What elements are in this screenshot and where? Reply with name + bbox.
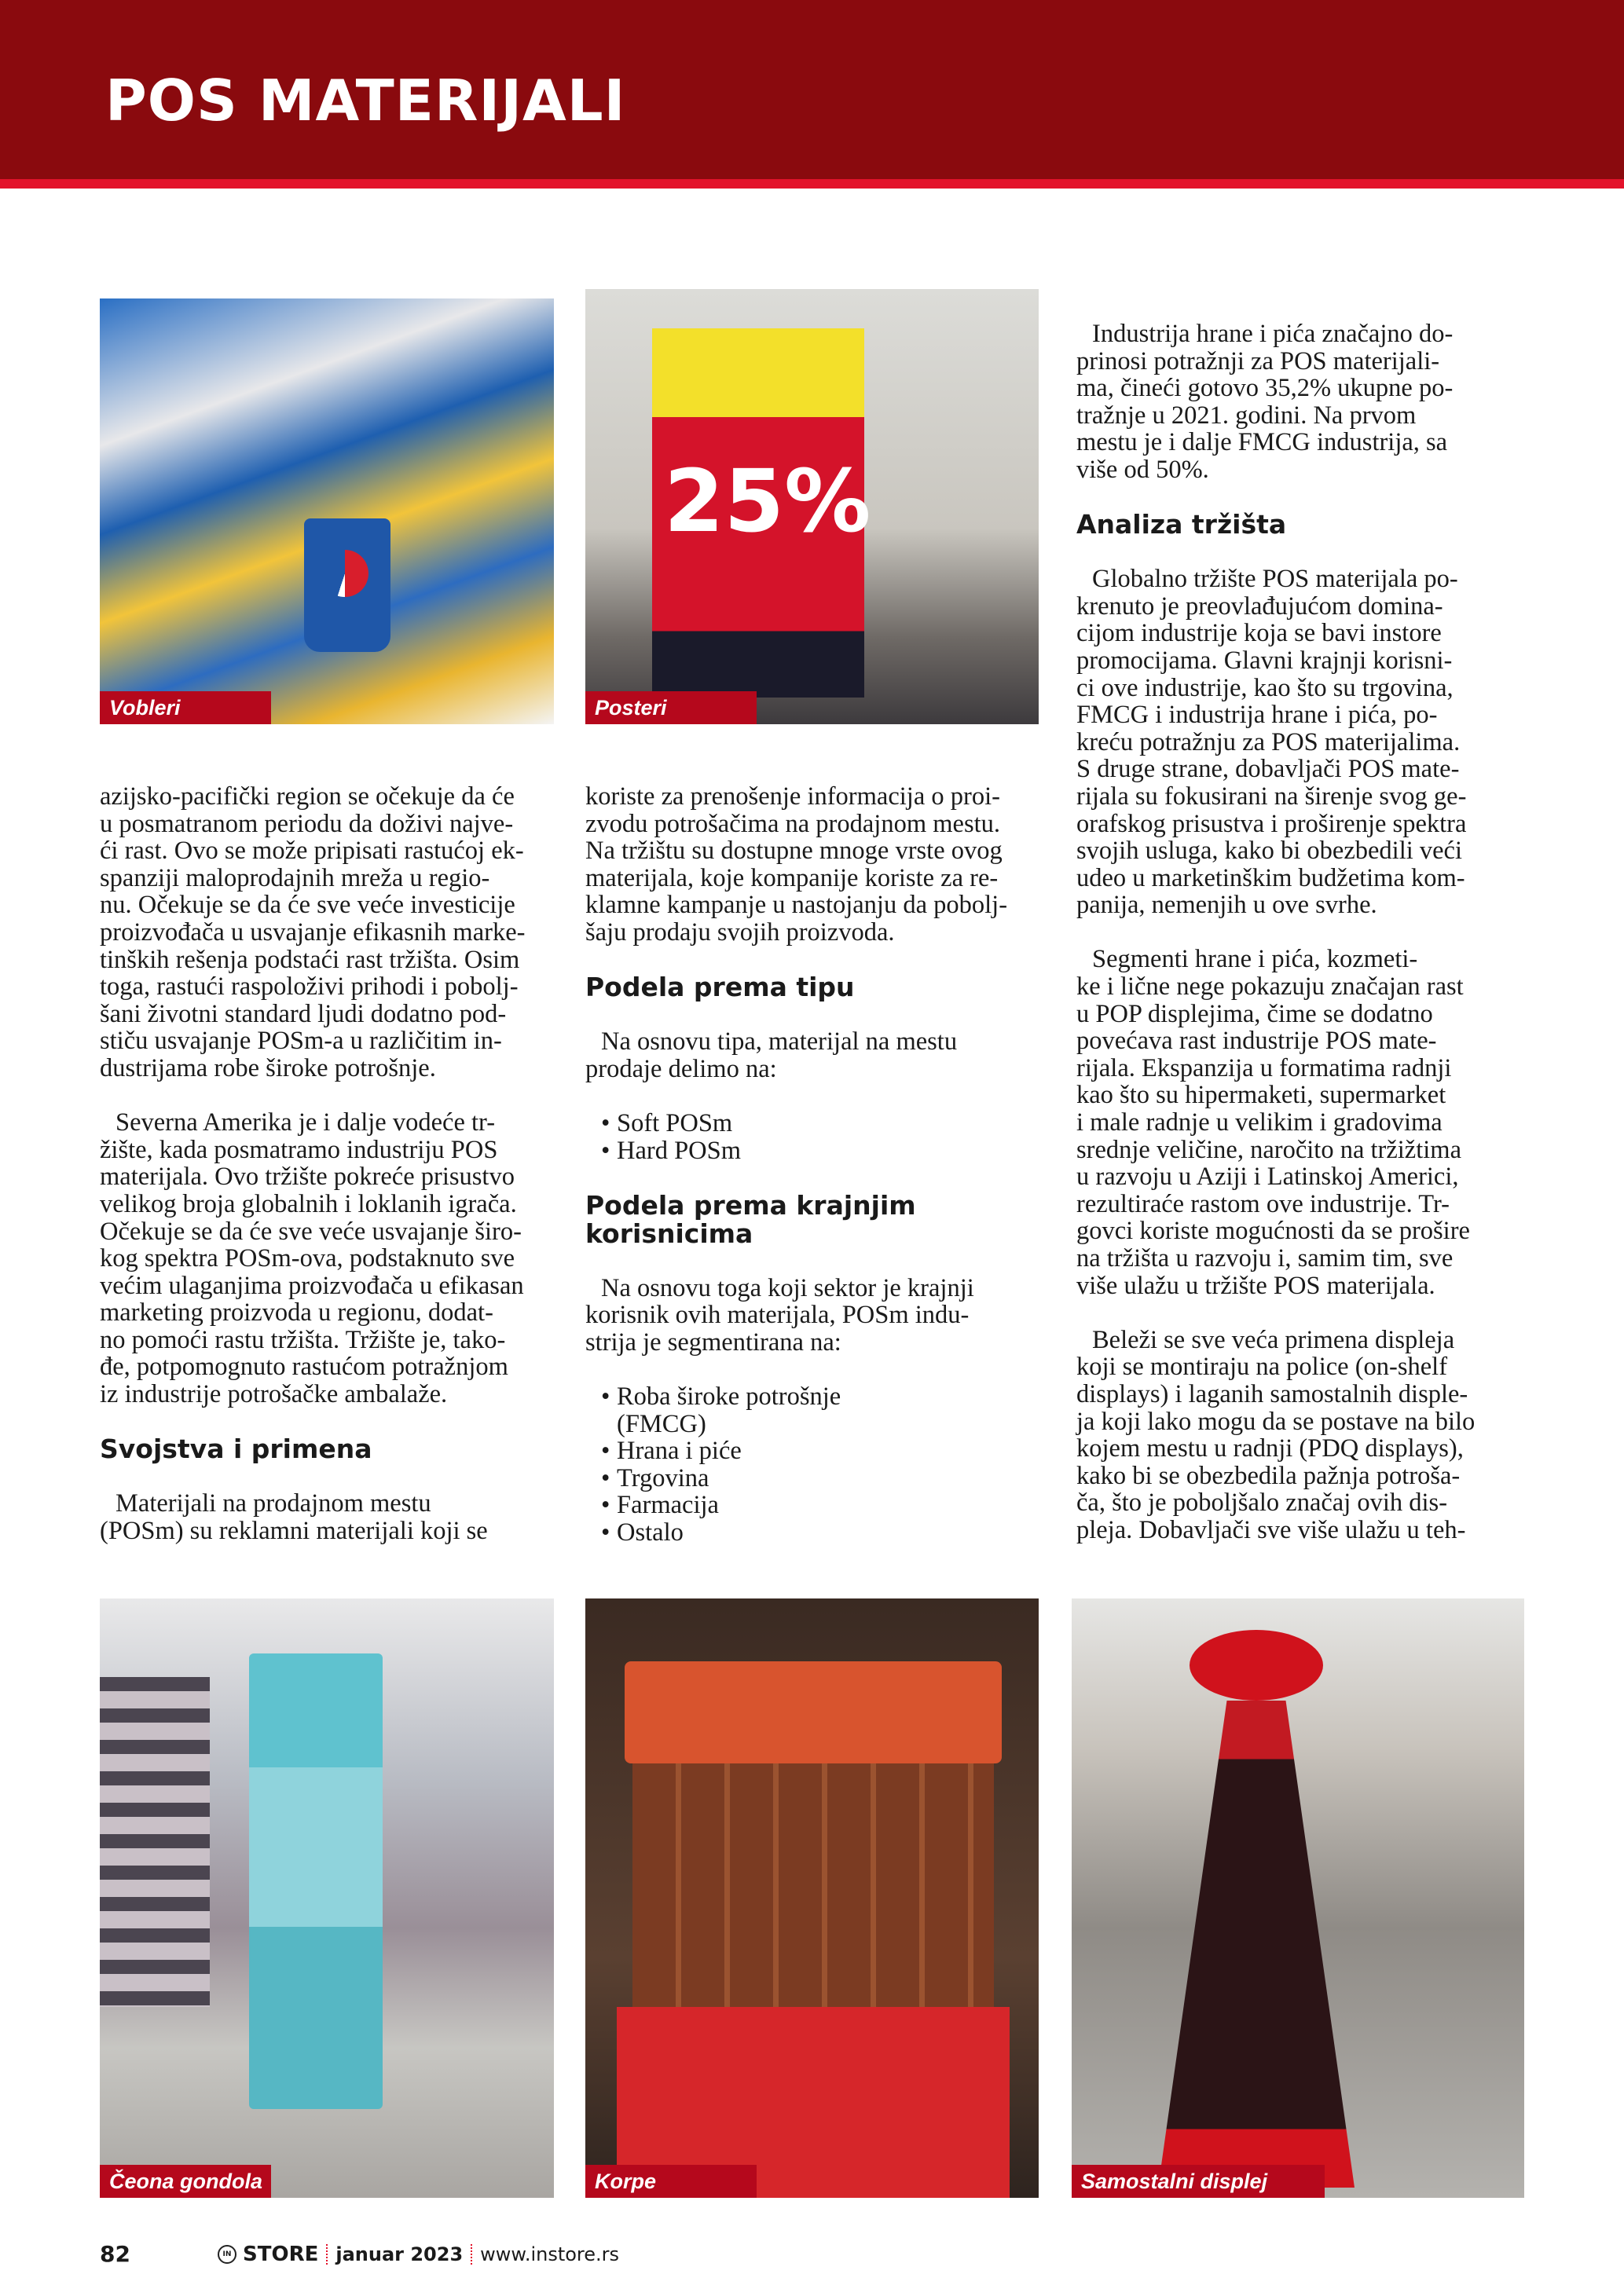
store-logo-icon: IN	[218, 2245, 236, 2264]
paragraph: Beleži se sve veća primena displeja koji se montiraju na police (on-shelf displays) i laganih samostalnih disple- ja koji lako mogu da se postave na bilo kojem mestu u radnji (PDQ displays), kako bi se obezbedila pažnja potroša- ča, što je poboljšalo značaj ovih dis- pleja. Dobavljači sve više ulažu u teh-	[1076, 1325, 1476, 1544]
photo-caption: Čeona gondola	[100, 2165, 271, 2198]
issue-date: januar 2023	[335, 2243, 464, 2265]
column-1	[100, 783, 559, 1572]
type-list	[585, 1110, 1045, 1164]
list-item: • Soft POSm	[601, 1110, 1045, 1137]
column-2	[585, 783, 1045, 1573]
magazine-logo: STORE	[243, 2243, 319, 2266]
page-number: 82	[100, 2241, 130, 2267]
list-item: • Farmacija	[601, 1492, 1045, 1519]
paragraph: Na osnovu toga koji sektor je krajnji korisnik ovih materijala, POSm indu- strija je segmentirana na:	[585, 1273, 974, 1357]
section-heading: Svojstva i primena	[100, 1434, 372, 1465]
paragraph: koriste za prenošenje informacija o proi- zvodu potrošačima na prodajnom mestu. Na tržištu su dostupne mnoge vrste ovog materijala, koje kompanije koriste za re- klamne kampanje u nastojanju da pobolj- šaju prodaju svojih proizvoda.	[585, 782, 1008, 947]
photo-caption: Posteri	[585, 691, 757, 724]
page-title: POS MATERIJALI	[105, 68, 626, 134]
photo-caption: Korpe	[585, 2165, 757, 2198]
divider	[471, 2244, 472, 2265]
end-user-list	[585, 1383, 1045, 1547]
photo-posteri: 25% Posteri	[585, 289, 1039, 724]
paragraph: Industrija hrane i pića značajno do- prinosi potražnji za POS materijali- ma, čineći gotovo 35,2% ukupne po- tražnje u 2021. godini. Na prvom mestu je i dalje FMCG industrija, sa više od 50%.	[1076, 320, 1454, 484]
list-item: • Ostalo	[601, 1519, 1045, 1547]
list-item: • Roba široke potrošnje (FMCG)	[601, 1383, 1045, 1437]
website-link[interactable]: www.instore.rs	[480, 2243, 620, 2265]
photo-korpe	[585, 1598, 1039, 2198]
divider	[326, 2244, 328, 2265]
list-item: • Hrana i piće	[601, 1437, 1045, 1465]
photo-caption: Vobleri	[100, 691, 271, 724]
photo-vobleri	[100, 298, 554, 724]
photo-ceona-gondola	[100, 1598, 554, 2198]
section-heading: Podela prema tipu	[585, 972, 855, 1003]
paragraph: Severna Amerika je i dalje vodeće tr- žište, kada posmatramo industriju POS materijala. Ovo tržište pokreće prisustvo velikog broja globalnih i loklanih igrača. Očekuje se da će sve veće usvajanje širo- kog spektra POSm-ova, podstaknuto sve većim ulaganjima proizvođača u efikasan marketing proizvoda u regionu, dodat- no pomoći rastu tržišta. Tržište je, tako- đe, potpomognuto rastućom potražnjom iz industrije potrošačke ambalaže.	[100, 1108, 524, 1409]
footer	[100, 2243, 619, 2266]
header-stripe	[0, 179, 1624, 189]
paragraph: azijsko-pacifički region se očekuje da će u posmatranom periodu da doživi najve- ći rast. Ovo se može pripisati rastućoj ek- spanziji maloprodajnih mreža u regio- nu. Očekuje se da će sve veće investicije proizvođača u usvajanje efikasnih marke- tinških rešenja podstaći rast tržišta. Osim toga, rastući raspoloživi prihodi i pobolj- šani životni standard ljudi dodatno pod- stiču usvajanje POSm-a u različitim in- dustrijama robe široke potrošnje.	[100, 782, 526, 1082]
paragraph: Globalno tržište POS materijala po- krenuto je preovlađujućom domina- cijom industrije koja se bavi instore promocijama. Glavni krajnji korisni- ci ove industrije, kao što su trgovina, FMCG i industrija hrane i pića, po- kreću potražnju za POS materijalima. S druge strane, dobavljači POS mate- rijala su fokusirani na širenje svog ge- orafskog prisustva i proširenje spektra svojih usluga, kako bi obezbedili veći udeo u marketinškim budžetima kom- panija, nemenjih u ove svrhe.	[1076, 565, 1467, 920]
photo-samostalni-displej	[1072, 1598, 1524, 2198]
paragraph: Segmenti hrane i pića, kozmeti- ke i lične nege pokazuju značajan rast u POP displejima, čime se dodatno povećava rast industrije POS mate- rijala. Ekspanzija u formatima radnji kao što su hipermaketi, supermarket i male radnje u velikim i gradovima srednje veličine, naročito na tržižtima u razvoju u Aziji i Latinskoj Americi, rezultiraće rastom ove industrije. Tr- govci koriste mogućnosti da se prošire na tržišta u razvoju i, samim tim, sve više ulažu u tržište POS materijala.	[1076, 945, 1470, 1300]
paragraph: Materijali na prodajnom mestu (POSm) su reklamni materijali koji se	[100, 1489, 488, 1545]
list-item: • Hard POSm	[601, 1137, 1045, 1165]
photo-caption: Samostalni displej	[1072, 2165, 1325, 2198]
section-heading: Podela prema krajnjim korisnicima	[585, 1189, 916, 1249]
section-heading: Analiza tržišta	[1076, 509, 1287, 540]
column-3	[1076, 320, 1536, 1571]
list-item: • Trgovina	[601, 1465, 1045, 1492]
paragraph: Na osnovu tipa, materijal na mestu prodaje delimo na:	[585, 1027, 958, 1083]
